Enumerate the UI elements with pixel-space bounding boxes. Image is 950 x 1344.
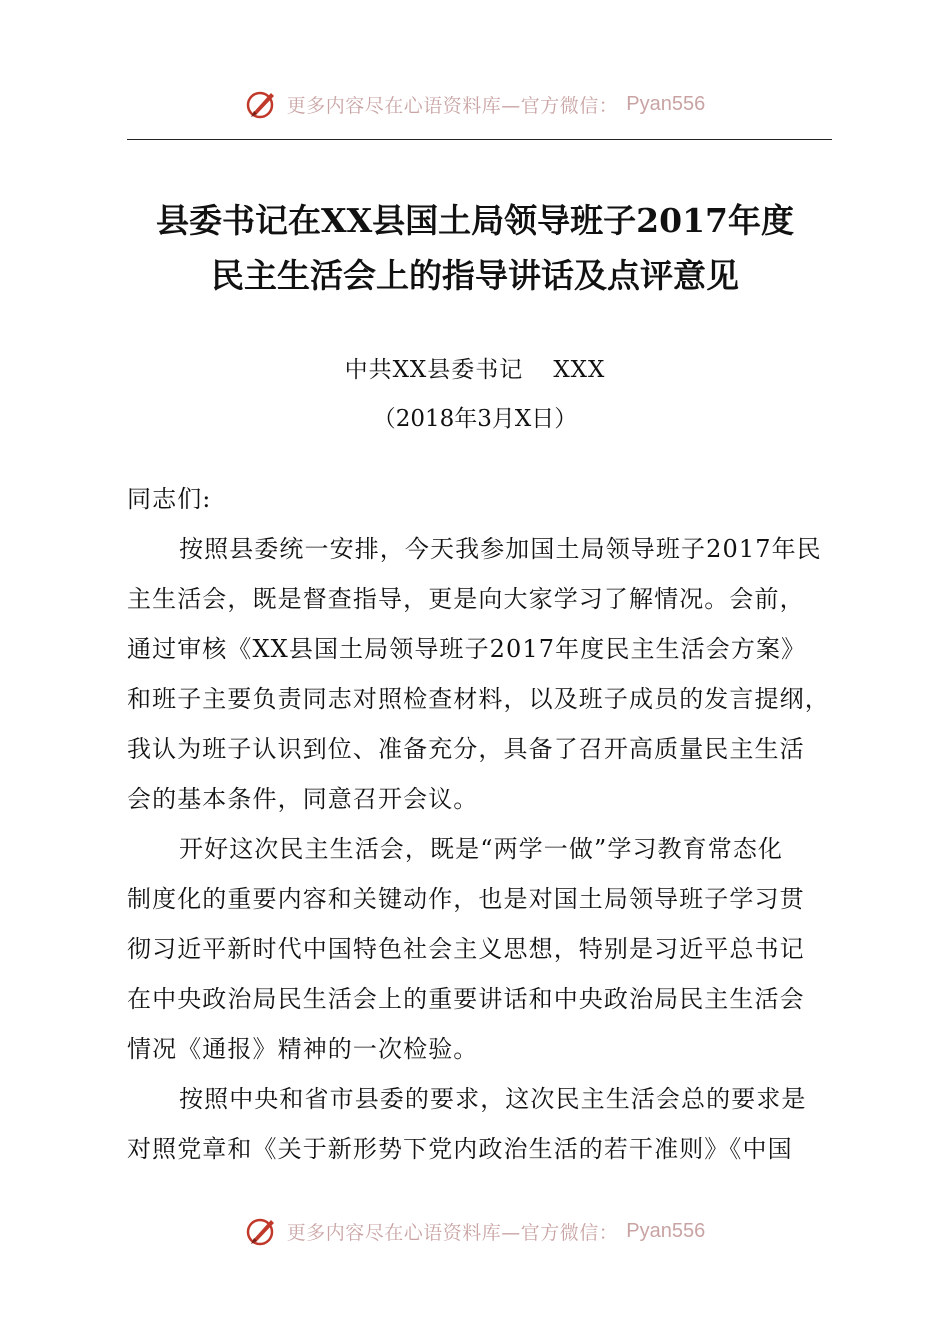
author-org: 中共XX县委书记 [344,357,524,383]
footer-banner [0,1211,950,1251]
body-line: 开好这次民主生活会，既是“两学一做”学习教育常态化 [179,835,784,863]
footer-banner-text: 更多内容尽在心语资料库—官方微信： [286,1221,619,1244]
title-line-1: 县委书记在XX县国土局领导班子2017年度 [155,201,795,240]
header-banner-text: 更多内容尽在心语资料库—官方微信： [286,94,619,117]
body-line: 制度化的重要内容和关键动作，也是对国土局领导班子学习贯 [127,885,805,913]
body-line: 和班子主要负责同志对照检查材料，以及班子成员的发言提纲， [127,685,830,713]
body-line: 彻习近平新时代中国特色社会主义思想，特别是习近平总书记 [127,935,805,963]
author-line [0,352,950,388]
header-divider [127,139,832,140]
body-line: 会的基本条件，同意召开会议。 [127,785,479,813]
body-line: 主生活会，既是督查指导，更是向大家学习了解情况。会前， [127,585,805,613]
document-date: （2018年3月X日） [372,406,578,432]
footer-wechat-id: Pyan556 [626,1219,706,1242]
header-wechat-id: Pyan556 [626,92,706,115]
document-body [127,474,835,1174]
title-line-2: 民主生活会上的指导讲话及点评意见 [211,256,739,295]
body-line: 情况《通报》精神的一次检验。 [127,1035,479,1063]
body-line: 我认为班子认识到位、准备充分，具备了召开高质量民主生活 [127,735,805,763]
salutation: 同志们: [127,485,212,513]
body-line: 通过审核《XX县国土局领导班子2017年度民主生活会方案》 [127,635,807,663]
header-banner [0,84,950,124]
author-name: XXX [553,357,606,383]
document-title [90,193,860,303]
body-line: 对照党章和《关于新形势下党内政治生活的若干准则》《中国 [127,1135,793,1163]
quill-pen-logo-icon [245,87,279,121]
body-line: 在中央政治局民生活会上的重要讲话和中央政治局民主生活会 [127,985,805,1013]
body-line: 按照中央和省市县委的要求，这次民主生活会总的要求是 [179,1085,807,1113]
quill-pen-logo-icon [245,1214,279,1248]
body-line: 按照县委统一安排，今天我参加国土局领导班子2017年民 [179,535,822,563]
